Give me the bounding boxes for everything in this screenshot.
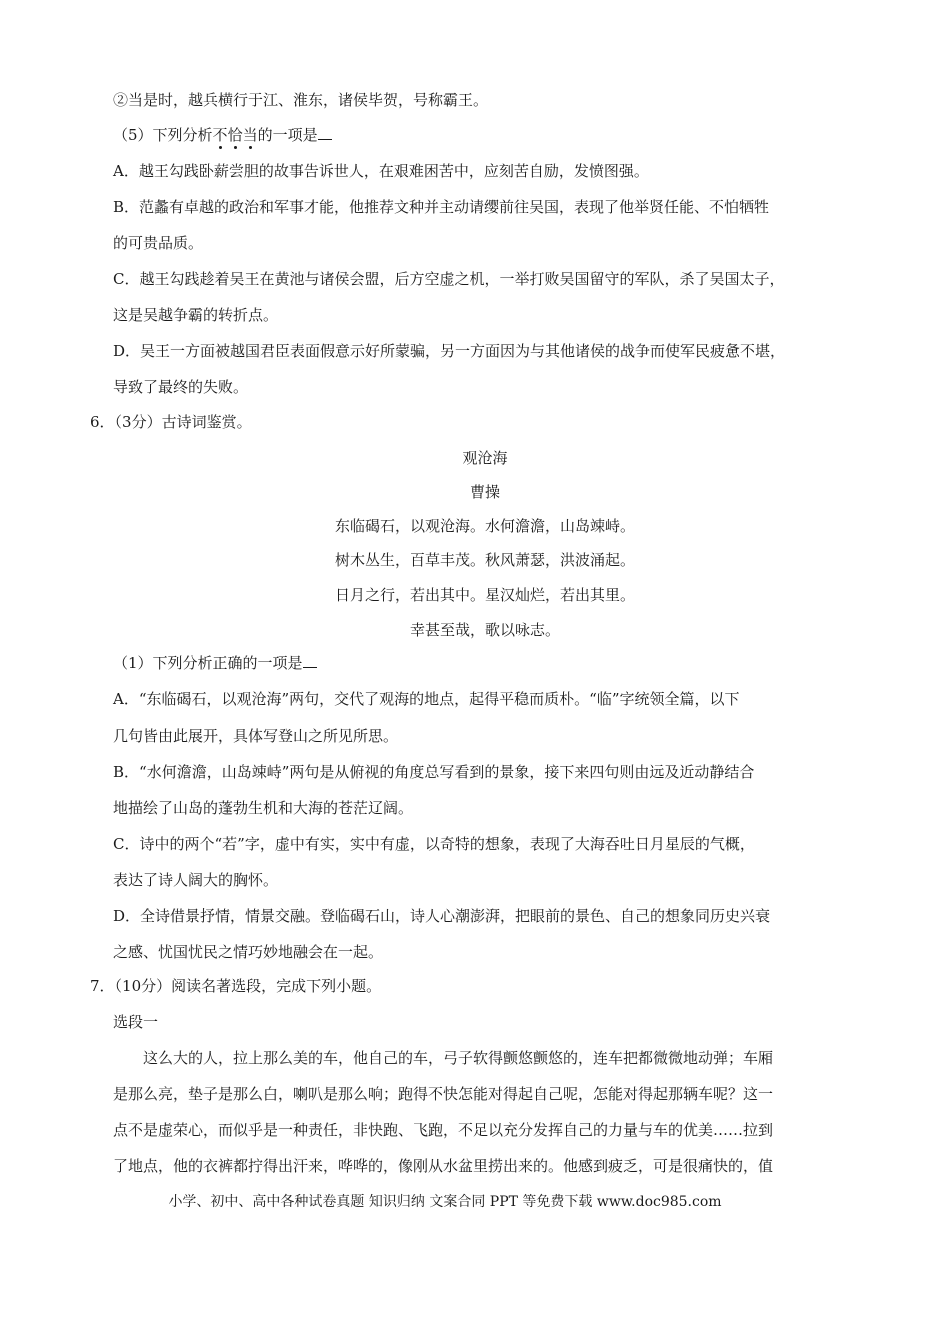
option-d-cont: 导致了最终的失败。 [113, 378, 249, 396]
poem-line: 日月之行，若出其中。星汉灿烂，若出其里。 [334, 586, 635, 604]
poem-line: 东临碣石，以观沧海。水何澹澹，山岛竦峙。 [334, 517, 635, 535]
page-footer: 小学、初中、高中各种试卷真题 知识归纳 文案合同 PPT 等免费下载 www.doc985.com [168, 1194, 722, 1210]
question-5-prompt [113, 125, 332, 145]
poem-line: 树木丛生，百草丰茂。秋风萧瑟，洪波涌起。 [334, 551, 635, 569]
answer-blank[interactable] [318, 125, 332, 140]
option-b-cont: 地描绘了山岛的蓬勃生机和大海的苍茫辽阔。 [113, 799, 414, 817]
emphasis-char: 恰 [227, 126, 243, 144]
poem-line: 幸甚至哉，歌以咏志。 [409, 621, 560, 639]
option-a-cont: 几句皆由此展开，具体写登山之所见所思。 [113, 727, 399, 745]
option-c-cont: 表达了诗人阔大的胸怀。 [113, 871, 279, 889]
paragraph-line: 这么大的人，拉上那么美的车，他自己的车，弓子软得颤悠颤悠的，连车把都微微地动弹；车厢 [143, 1049, 774, 1067]
question-5-prefix: （5）下列分析 [113, 126, 213, 144]
option-a: A．越王勾践卧薪尝胆的故事告诉世人，在艰难困苦中，应刻苦自励，发愤图强。 [113, 162, 649, 180]
question-5-suffix: 的一项是 [257, 126, 318, 144]
question-6-1-prompt [113, 653, 317, 673]
option-b-cont: 的可贵品质。 [113, 234, 204, 252]
option-d-cont: 之感、忧国忧民之情巧妙地融会在一起。 [113, 943, 384, 961]
emphasis-char: 不 [212, 126, 228, 144]
option-d: D．吴王一方面被越国君臣表面假意示好所蒙骗，另一方面因为与其他诸侯的战争而使军民疲惫不堪， [113, 342, 786, 360]
passage-line: ②当是时，越兵横行于江、淮东，诸侯毕贺，号称霸王。 [113, 91, 489, 109]
option-c-cont: 这是吴越争霸的转折点。 [113, 306, 279, 324]
paragraph-line: 是那么亮，垫子是那么白，喇叭是那么响；跑得不快怎能对得起自己呢，怎能对得起那辆车呢？这一 [113, 1085, 774, 1103]
paragraph-line: 了地点，他的衣裤都拧得出汗来，哗哗的，像刚从水盆里捞出来的。他感到疲乏，可是很痛快的，值 [113, 1157, 774, 1175]
question-6-header: 6．（3分）古诗词鉴赏。 [90, 413, 252, 431]
poem-author: 曹操 [469, 483, 500, 501]
question-6-1-text: （1）下列分析正确的一项是 [113, 654, 303, 672]
paragraph-line: 点不是虚荣心，而似乎是一种责任，非快跑、飞跑，不足以充分发挥自己的力量与车的优美……拉到 [113, 1121, 774, 1139]
option-d: D．全诗借景抒情，情景交融。登临碣石山，诗人心潮澎湃，把眼前的景色、自己的想象同历史兴衰 [113, 907, 771, 925]
option-b: B．“水何澹澹，山岛竦峙”两句是从俯视的角度总写看到的景象，接下来四句则由远及近动静结合 [113, 763, 755, 781]
answer-blank[interactable] [303, 653, 317, 668]
option-a: A．“东临碣石，以观沧海”两句，交代了观海的地点，起得平稳而质朴。“临”字统领全篇，以下 [113, 690, 740, 708]
section-label: 选段一 [113, 1013, 159, 1031]
question-7-header: 7．（10分）阅读名著选段，完成下列小题。 [90, 977, 382, 995]
emphasis-char: 当 [242, 126, 258, 144]
option-c: C．越王勾践趁着吴王在黄池与诸侯会盟，后方空虚之机，一举打败吴国留守的军队，杀了吴国太子， [113, 270, 785, 288]
option-b: B．范蠡有卓越的政治和军事才能，他推荐文种并主动请缨前往吴国，表现了他举贤任能、不怕牺牲 [113, 198, 770, 216]
poem-title: 观沧海 [462, 449, 508, 467]
option-c: C．诗中的两个“若”字，虚中有实，实中有虚，以奇特的想象，表现了大海吞吐日月星辰的气概， [113, 835, 755, 853]
